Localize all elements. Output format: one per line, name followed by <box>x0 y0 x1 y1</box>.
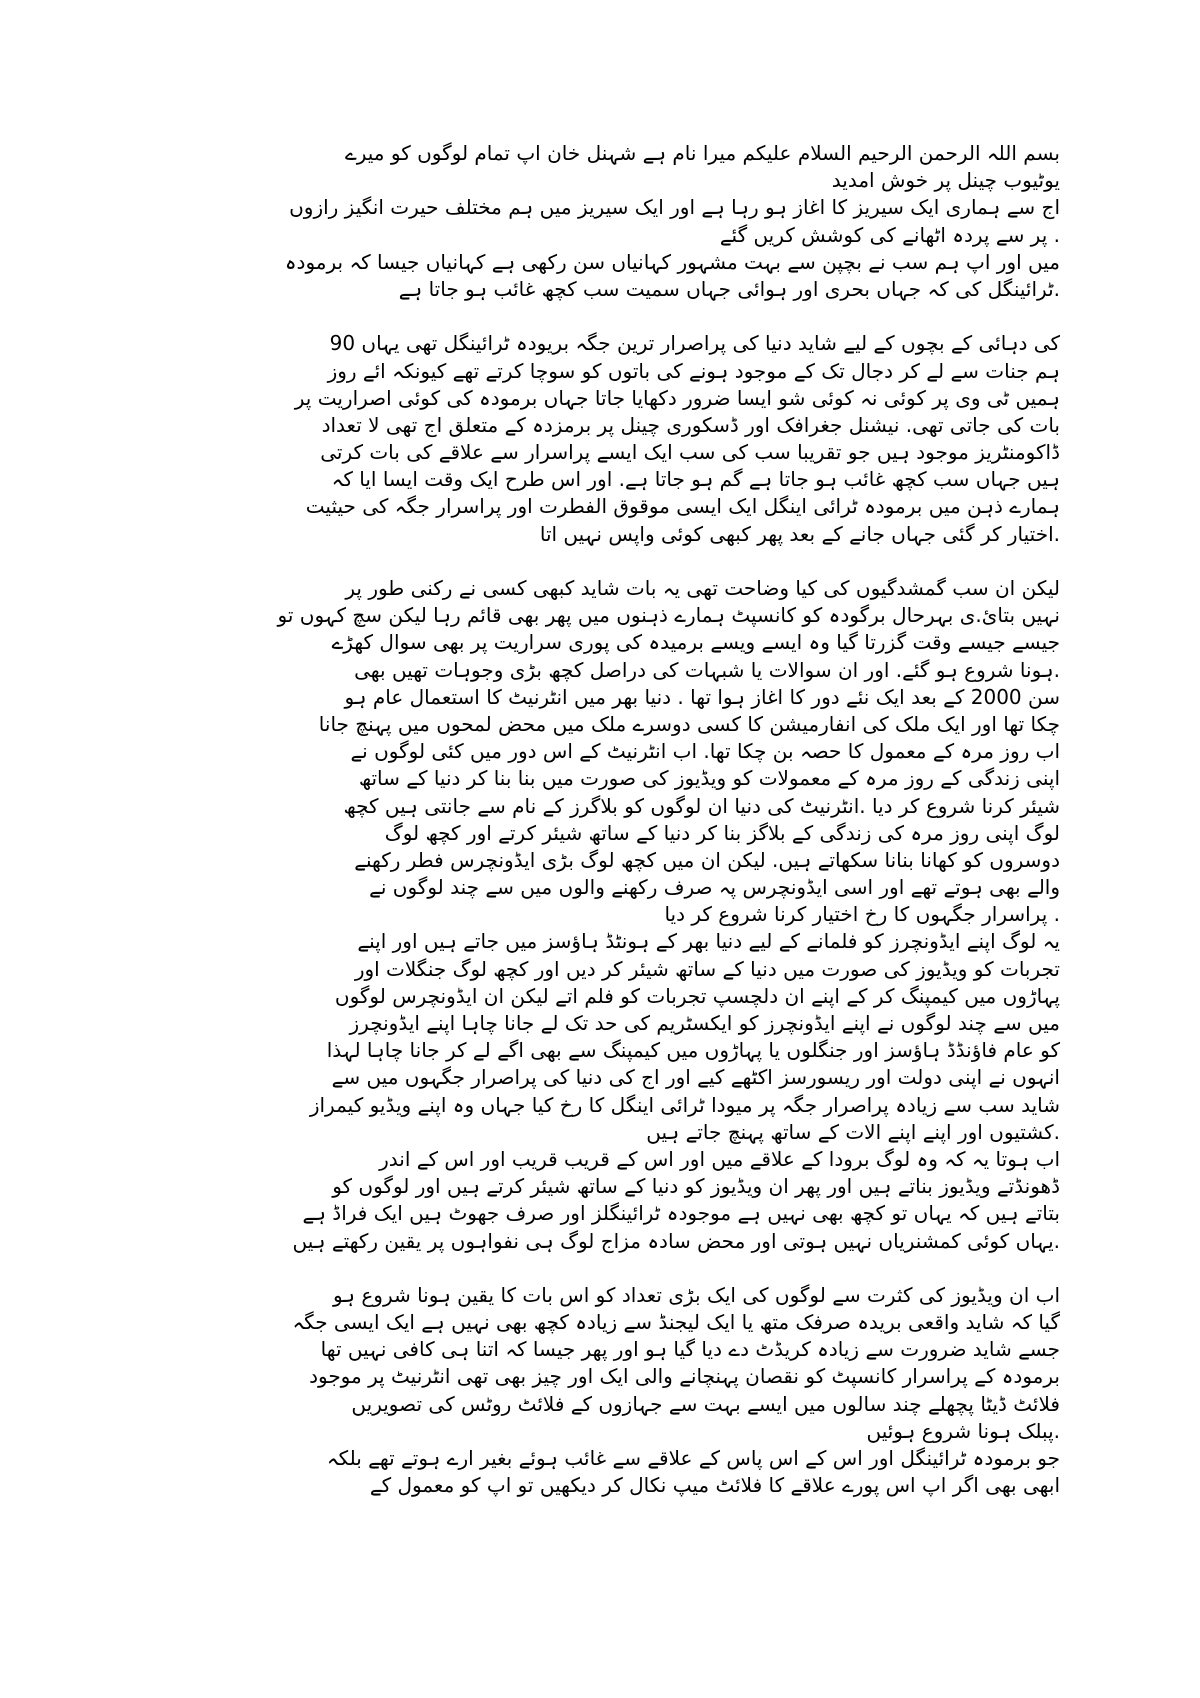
text-line: میں سے چند لوگوں نے اپنے ایڈونچرز کو ایکسٹریم کی حد تک لے جانا چاہا اپنے ایڈونچرز <box>349 1011 1060 1035</box>
text-line: بسم اللہ الرحمن الرحیم السلام علیکم میرا نام ہے شہنل خان اپ تمام لوگوں کو میرے <box>345 141 1060 165</box>
text-line: ہمارے ذہن میں برمودہ ٹرائی اینگل ایک ایسی موقوق الفطرت اور پراسرار جگہ کی حیثیت <box>305 494 1060 519</box>
text-line: چکا تھا اور ایک ملک کی انفارمیشن کا کسی دوسرے ملک میں محض لمحوں میں پہنچ جانا <box>318 711 1060 736</box>
text-line: یوٹیوب چینل پر خوش امدید <box>831 168 1060 193</box>
text-line: . پراسرار جگہوں کا رخ اختیار کرنا شروع کر دیا <box>664 902 1060 927</box>
blank-line <box>140 1255 1060 1282</box>
text-line: گیا کہ شاید واقعی بریدہ صرفک متھ یا ایک لیجنڈ سے زیادہ کچھ بھی نہیں ہے ایک ایسی جگہ <box>292 1310 1060 1335</box>
document-page <box>140 140 1060 1499</box>
text-line: .ہونا شروع ہو گئے. اور ان سوالات یا شبہات کی دراصل کچھ بڑی وجوہات تھیں بھی <box>354 657 1060 682</box>
text-line: تجربات کو ویڈیوز کی صورت میں دنیا کے ساتھ شیئر کر دیں اور کچھ لوگ جنگلات اور <box>354 956 1060 981</box>
text-line: جیسے جیسے وقت گزرتا گیا وہ ایسے ویسے برمیدہ کی پوری سراریت پر بھی سوال کھڑے <box>331 630 1060 655</box>
text-line: سن 2000 کے بعد ایک نئے دور کا اغاز ہوا تھا . دنیا بھر میں انٹرنیٹ کا استعمال عام ہو <box>344 684 1060 709</box>
text-line: شاید سب سے زیادہ پراصرار جگہ پر میودا ٹرائی اینگل کا رخ کیا جہاں وہ اپنے ویڈیو کیمراز <box>309 1092 1060 1117</box>
text-line: لیکن ان سب گمشدگیوں کی کیا وضاحت تھی یہ بات شاید کبھی کسی نے رکنی طور پر <box>345 576 1060 600</box>
text-line: والے بھی ہوتے تھے اور اسی ایڈونچرس پہ صرف رکھنے والوں میں سے چند لوگوں نے <box>369 875 1060 900</box>
blank-line <box>140 303 1060 330</box>
text-line: انہوں نے اپنی دولت اور ریسورسز اکٹھے کیے اور اج کی دنیا کی پراصرار جگہوں میں سے <box>331 1065 1060 1090</box>
text-line: اب روز مرہ کے معمول کا حصہ بن چکا تھا. اب انٹرنیٹ کے اس دور میں کئی لوگوں نے <box>350 739 1060 764</box>
text-line: جو برمودہ ٹرائینگل اور اس کے اس پاس کے علاقے سے غائب ہوئے بغیر ارے ہوتے تھے بلکہ <box>326 1446 1060 1470</box>
text-line: برمودہ کے پراسرار کانسپٹ کو نقصان پہنچانے والی ایک اور چیز بھی تھی انٹرنیٹ پر موجود <box>309 1364 1060 1389</box>
text-line: ہیں جہاں سب کچھ غائب ہو جاتا ہے گم ہو جاتا ہے. اور اس طرح ایک وقت ایسا ایا کہ <box>331 467 1060 492</box>
text-line: اپنی زندگی کے روز مرہ کے معمولات کو ویڈیوز کی صورت میں بنا بنا کر دنیا کے ساتھ <box>358 766 1060 791</box>
blank-line <box>140 548 1060 575</box>
text-line: ڈاکومنٹریز موجود ہیں جو تقریبا سب کی سب ایک ایسے پراسرار سے علاقے کی بات کرتی <box>320 440 1060 465</box>
text-line: ڈھونڈتے ویڈیوز بناتے ہیں اور پھر ان ویڈیوز کو دنیا کے ساتھ شیئر کرتے ہیں اور لوگوں کو <box>332 1174 1060 1199</box>
text-line: نہیں بتائ.ی بہرحال برگودہ کو کانسپٹ ہمارے ذہنوں میں پھر بھی قائم رہا لیکن سچ کہوں تو <box>277 603 1060 628</box>
text-line: فلائٹ ڈیٹا پچھلے چند سالوں میں ایسے بہت سے جہازوں کے فلائٹ روٹس کی تصویریں <box>351 1391 1060 1416</box>
text-line: یہ لوگ اپنے ایڈونچرز کو فلمانے کے لیے دنیا بھر کے ہونٹڈ ہاؤسز میں جاتے ہیں اور اپنے <box>357 929 1060 954</box>
text-line: لوگ اپنی روز مرہ کی زندگی کے بلاگز بنا کر دنیا کے ساتھ شیئر کرتے اور کچھ لوگ <box>384 820 1060 845</box>
text-line: دوسروں کو کھانا بنانا سکھاتے ہیں. لیکن ان میں کچھ لوگ بڑی ایڈونچرس فطر رکھنے <box>354 847 1060 872</box>
text-line: جسے شاید ضرورت سے زیادہ کریڈٹ دے دیا گیا ہو اور پھر جیسا کہ اتنا ہی کافی نہیں تھا <box>320 1337 1060 1362</box>
text-line: بتاتے ہیں کہ یہاں تو کچھ بھی نہیں ہے موجودہ ٹرائینگلز اور صرف جھوٹ ہیں ایک فراڈ ہے <box>302 1201 1060 1226</box>
text-line: بات کی جاتی تھی. نیشنل جغرافک اور ڈسکوری چینل پر برمزدہ کے متعلق اج تھی لا تعداد <box>321 412 1060 437</box>
text-line: ہم جنات سے لے کر دجال تک کے موجود ہونے کی باتوں کو سوچا کرتے تھے کیونکہ ائے روز <box>327 358 1060 383</box>
text-line: میں اور اپ ہم سب نے بچپن سے بہت مشہور کہانیاں سن رکھی ہے کہانیاں جیسا کہ برمودہ <box>284 249 1060 274</box>
text-line: .پبلک ہونا شروع ہوئیں <box>866 1418 1060 1443</box>
text-line: .اختیار کر گئی جہاں جانے کے بعد پھر کبھی کوئی واپس نہیں اتا <box>539 521 1060 546</box>
text-line: . پر سے پردہ اٹھانے کی کوشش کریں گئے <box>719 222 1060 247</box>
text-line: کی دہائی کے بچوں کے لیے شاید دنیا کی پراصرار ترین جگہ بریودہ ٹرائینگل تھی یہاں 90 <box>329 331 1060 356</box>
text-line: .کشتیوں اور اپنے اپنے الات کے ساتھ پہنچ جاتے ہیں <box>646 1119 1060 1144</box>
text-line: .یہاں کوئی کمشنریاں نہیں ہوتی اور محض سادہ مزاج لوگ ہی نفواہوں پر یقین رکھتے ہیں <box>292 1228 1060 1253</box>
text-line: .ٹرائینگل کی کہ جہاں بحری اور ہوائی جہاں سمیت سب کچھ غائب ہو جاتا ہے <box>398 276 1060 301</box>
text-line: اب ان ویڈیوز کی کثرت سے لوگوں کی ایک بڑی تعداد کو اس بات کا یقین ہونا شروع ہو <box>332 1282 1060 1307</box>
text-line: ابھی بھی اگر اپ اس پورے علاقے کا فلائٹ میپ نکال کر دیکھیں تو اپ کو معمول کے <box>369 1473 1060 1498</box>
text-line: اج سے ہماری ایک سیریز کا اغاز ہو رہا ہے اور ایک سیریز میں ہم مختلف حیرت انگیز رازوں <box>289 195 1060 220</box>
text-line: کو عام فاؤنڈڈ ہاؤسز اور جنگلوں یا پہاڑوں میں کیمپنگ سے بھی اگے لے کر جانا چاہا لہذا <box>326 1038 1060 1063</box>
text-line: شیئر کرنا شروع کر دیا .انٹرنیٹ کی دنیا ان لوگوں کو بلاگرز کے نام سے جانتی ہیں کچھ <box>343 793 1060 818</box>
text-line: اب ہوتا یہ کہ وہ لوگ برودا کے علاقے میں اور اس کے قریب قریب اور اس کے اندر <box>379 1146 1060 1171</box>
text-line: پہاڑوں میں کیمپنگ کر کے اپنے ان دلچسپ تجربات کو فلم اتے لیکن ان ایڈونچرس لوگوں <box>334 983 1060 1008</box>
text-line: ہمیں ٹی وی پر کوئی نہ کوئی شو ایسا ضرور دکھایا جاتا جہاں برمودہ کی کوئی اصراریت پر <box>294 385 1060 410</box>
